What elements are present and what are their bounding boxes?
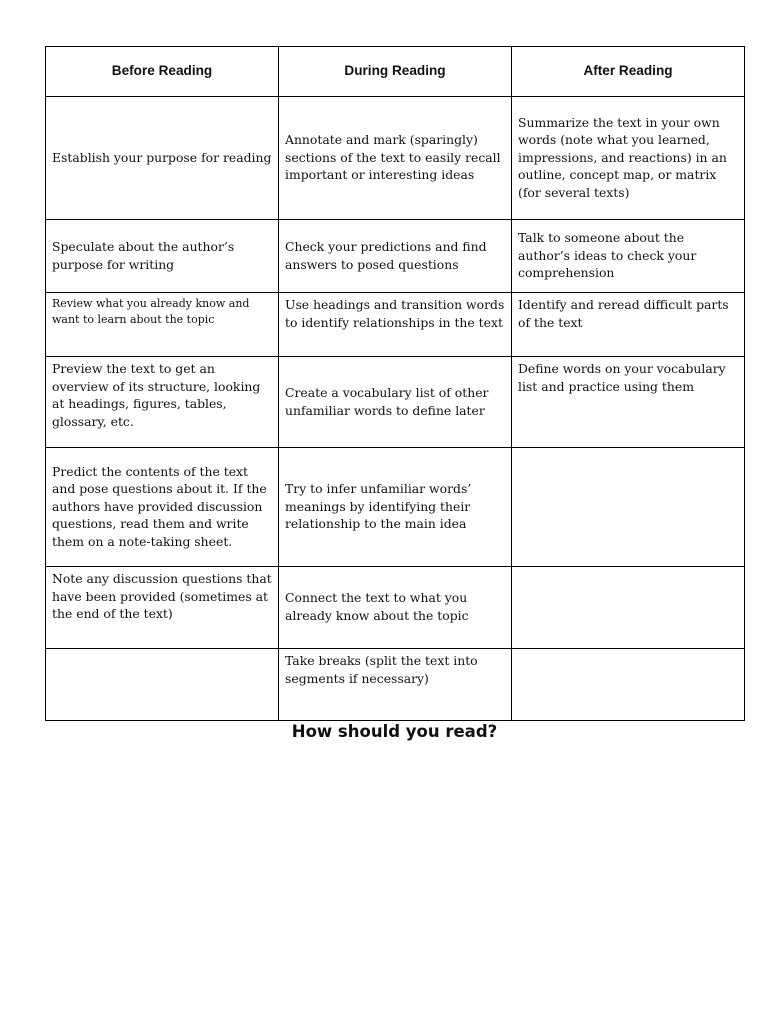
table-cell-after: Identify and reread difficult parts of the text	[512, 293, 745, 357]
header-before-reading: Before Reading	[46, 47, 279, 97]
table-row	[46, 220, 745, 293]
table-cell-after: Talk to someone about the author’s ideas to check your comprehension	[512, 220, 745, 293]
table-cell-during: Try to infer unfamiliar words’ meanings by identifying their relationship to the main idea	[279, 448, 512, 567]
table-cell-during: Annotate and mark (sparingly) sections of the text to easily recall important or interesting ideas	[279, 97, 512, 220]
table-cell-before	[46, 649, 279, 721]
table-row	[46, 448, 745, 567]
table-cell-during: Create a vocabulary list of other unfamiliar words to define later	[279, 357, 512, 448]
table-cell-before: Predict the contents of the text and pose questions about it. If the authors have provided discussion questions, read them and write them on a note-taking sheet.	[46, 448, 279, 567]
table-cell-before: Preview the text to get an overview of its structure, looking at headings, figures, tables, glossary, etc.	[46, 357, 279, 448]
table-cell-during: Take breaks (split the text into segments if necessary)	[279, 649, 512, 721]
table-cell-after	[512, 448, 745, 567]
table-cell-after: Define words on your vocabulary list and practice using them	[512, 357, 745, 448]
reading-strategies-table	[45, 46, 745, 721]
header-during-reading: During Reading	[279, 47, 512, 97]
page-title: How should you read?	[291, 722, 498, 741]
table-row	[46, 567, 745, 649]
table-cell-after	[512, 567, 745, 649]
table-cell-during: Check your predictions and find answers to posed questions	[279, 220, 512, 293]
table-header-row	[46, 47, 745, 97]
table-cell-during: Use headings and transition words to identify relationships in the text	[279, 293, 512, 357]
table-row	[46, 357, 745, 448]
table-cell-before: Establish your purpose for reading	[46, 97, 279, 220]
table-cell-after: Summarize the text in your own words (note what you learned, impressions, and reactions) in an outline, concept map, or matrix (for several texts)	[512, 97, 745, 220]
header-after-reading: After Reading	[512, 47, 745, 97]
table-cell-before: Review what you already know and want to learn about the topic	[46, 293, 279, 357]
table-row	[46, 97, 745, 220]
table-cell-during: Connect the text to what you already know about the topic	[279, 567, 512, 649]
table-row	[46, 293, 745, 357]
table-cell-before: Speculate about the author’s purpose for writing	[46, 220, 279, 293]
table-cell-after	[512, 649, 745, 721]
table-row	[46, 649, 745, 721]
table-cell-before: Note any discussion questions that have been provided (sometimes at the end of the text)	[46, 567, 279, 649]
